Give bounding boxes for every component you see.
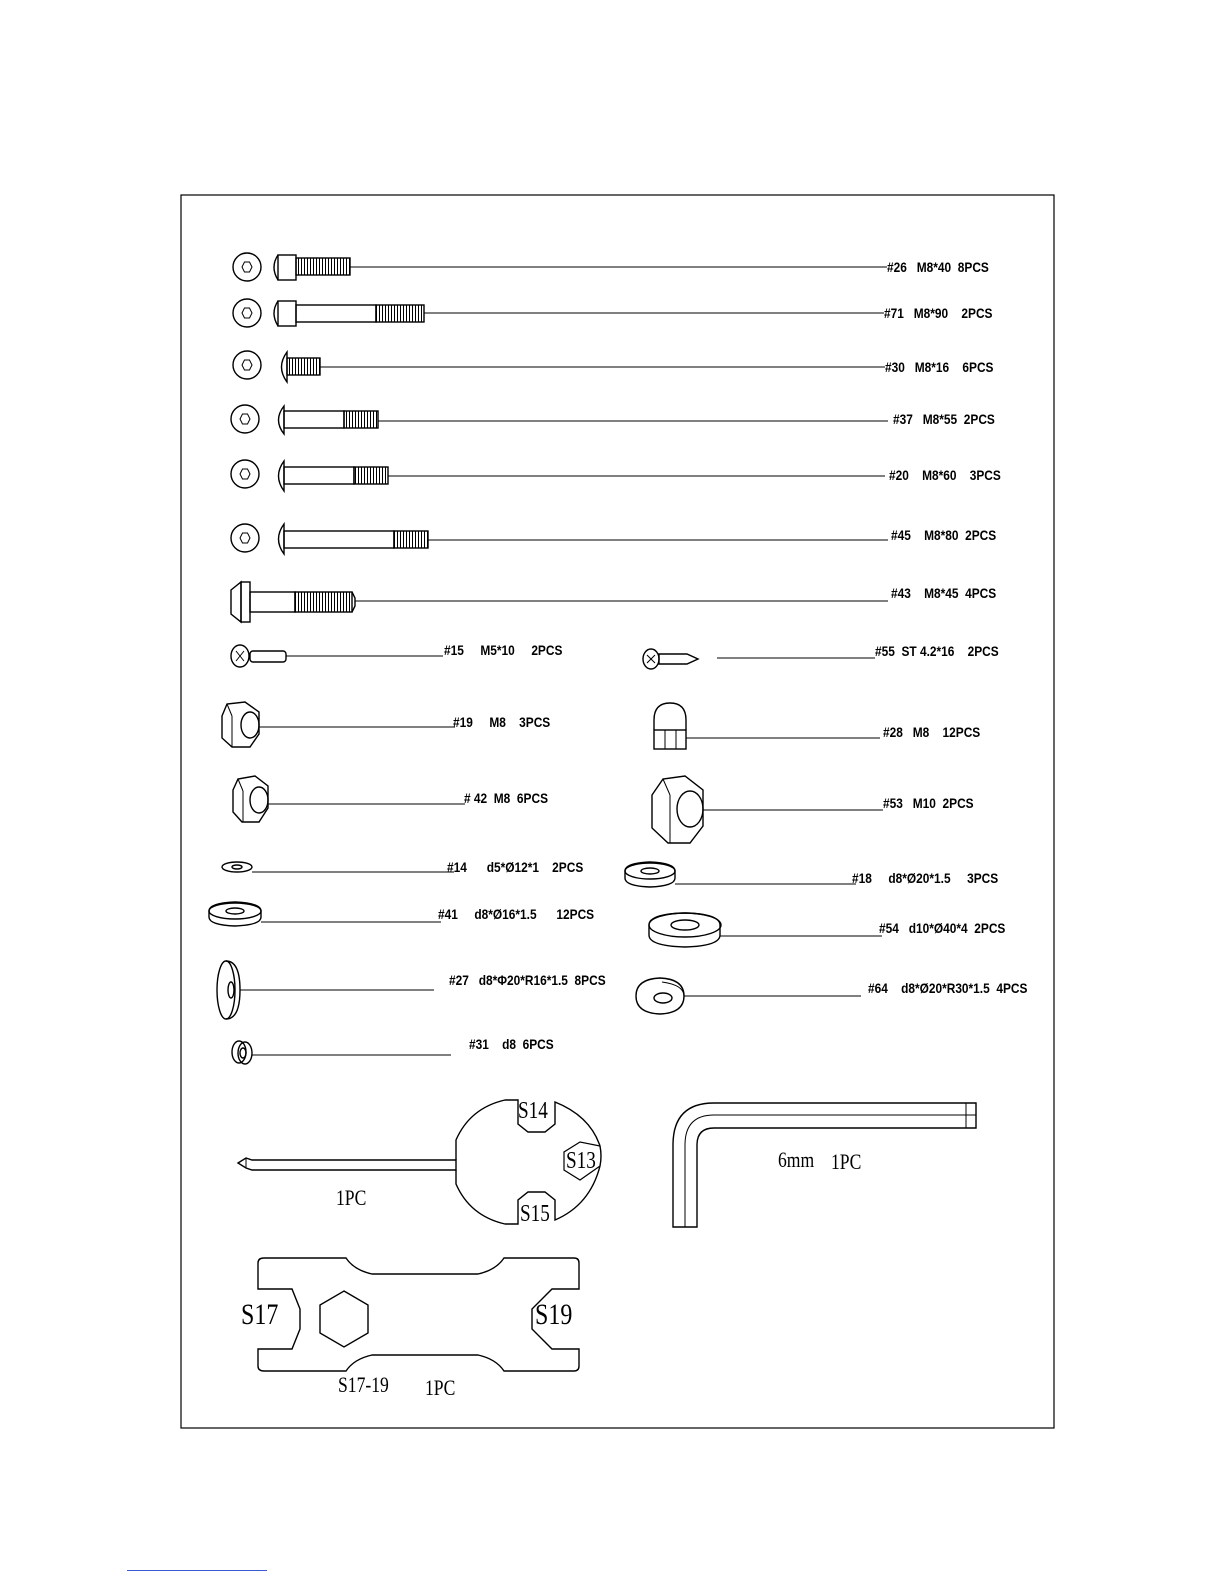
bolt-45-drawing xyxy=(231,524,888,554)
bolt-26-drawing xyxy=(233,253,887,281)
label-53: #53 M10 2PCS xyxy=(883,795,974,811)
washer-14-drawing xyxy=(222,862,454,872)
nut-42-drawing xyxy=(233,776,465,822)
washer-18-drawing xyxy=(625,862,856,887)
label-31: #31 d8 6PCS xyxy=(469,1036,554,1052)
label-54: #54 d10*Ø40*4 2PCS xyxy=(879,920,1006,936)
label-20: #20 M8*60 3PCS xyxy=(889,467,1001,483)
wrench-size-s14: S14 xyxy=(518,1098,548,1124)
label-19: #19 M8 3PCS xyxy=(453,714,551,730)
label-55: #55 ST 4.2*16 2PCS xyxy=(875,643,999,659)
allen-key-size: 6mm xyxy=(778,1147,815,1172)
label-30: #30 M8*16 6PCS xyxy=(885,359,994,375)
label-15: #15 M5*10 2PCS xyxy=(444,642,563,658)
spanner-size-s19: S19 xyxy=(535,1298,573,1331)
bolt-20-drawing xyxy=(231,460,885,491)
label-64: #64 d8*Ø20*R30*1.5 4PCS xyxy=(868,980,1028,996)
label-37: #37 M8*55 2PCS xyxy=(893,411,995,427)
cap-nut-28-drawing xyxy=(654,703,880,749)
label-27: #27 d8*Φ20*R16*1.5 8PCS xyxy=(449,972,606,988)
spanner-qty: 1PC xyxy=(425,1375,456,1400)
spring-washer-31-drawing xyxy=(232,1041,451,1064)
label-41: #41 d8*Ø16*1.5 12PCS xyxy=(438,906,595,922)
washer-64-drawing xyxy=(636,978,861,1014)
bolt-43-drawing xyxy=(231,582,888,622)
label-42: # 42 M8 6PCS xyxy=(464,790,549,806)
washer-41-drawing xyxy=(209,902,441,926)
screw-55-drawing xyxy=(643,649,875,669)
wrench-size-s13: S13 xyxy=(566,1148,596,1174)
screw-15-drawing xyxy=(231,645,443,667)
washer-27-drawing xyxy=(217,961,434,1019)
washer-54-drawing xyxy=(649,913,882,947)
label-28: #28 M8 12PCS xyxy=(883,724,981,740)
bolt-37-drawing xyxy=(231,405,888,434)
allen-key-qty: 1PC xyxy=(831,1149,862,1174)
bolt-30-drawing xyxy=(233,351,885,382)
label-18: #18 d8*Ø20*1.5 3PCS xyxy=(852,870,999,886)
bolt-71-drawing xyxy=(233,299,884,327)
label-43: #43 M8*45 4PCS xyxy=(891,585,997,601)
spanner-size-s17: S17 xyxy=(241,1298,279,1331)
nut-19-drawing xyxy=(222,702,455,747)
nut-53-drawing xyxy=(652,776,883,843)
label-26: #26 M8*40 8PCS xyxy=(887,259,989,275)
spanner-drawing xyxy=(258,1258,579,1371)
label-71: #71 M8*90 2PCS xyxy=(884,305,993,321)
allen-key-drawing xyxy=(673,1103,976,1227)
frame xyxy=(181,195,1054,1428)
label-14: #14 d5*Ø12*1 2PCS xyxy=(447,859,584,875)
footer-link-line xyxy=(127,1570,267,1571)
spanner-name: S17-19 xyxy=(338,1372,389,1397)
screwdriver-qty: 1PC xyxy=(336,1185,367,1210)
wrench-size-s15: S15 xyxy=(520,1201,550,1227)
label-45: #45 M8*80 2PCS xyxy=(891,527,997,543)
